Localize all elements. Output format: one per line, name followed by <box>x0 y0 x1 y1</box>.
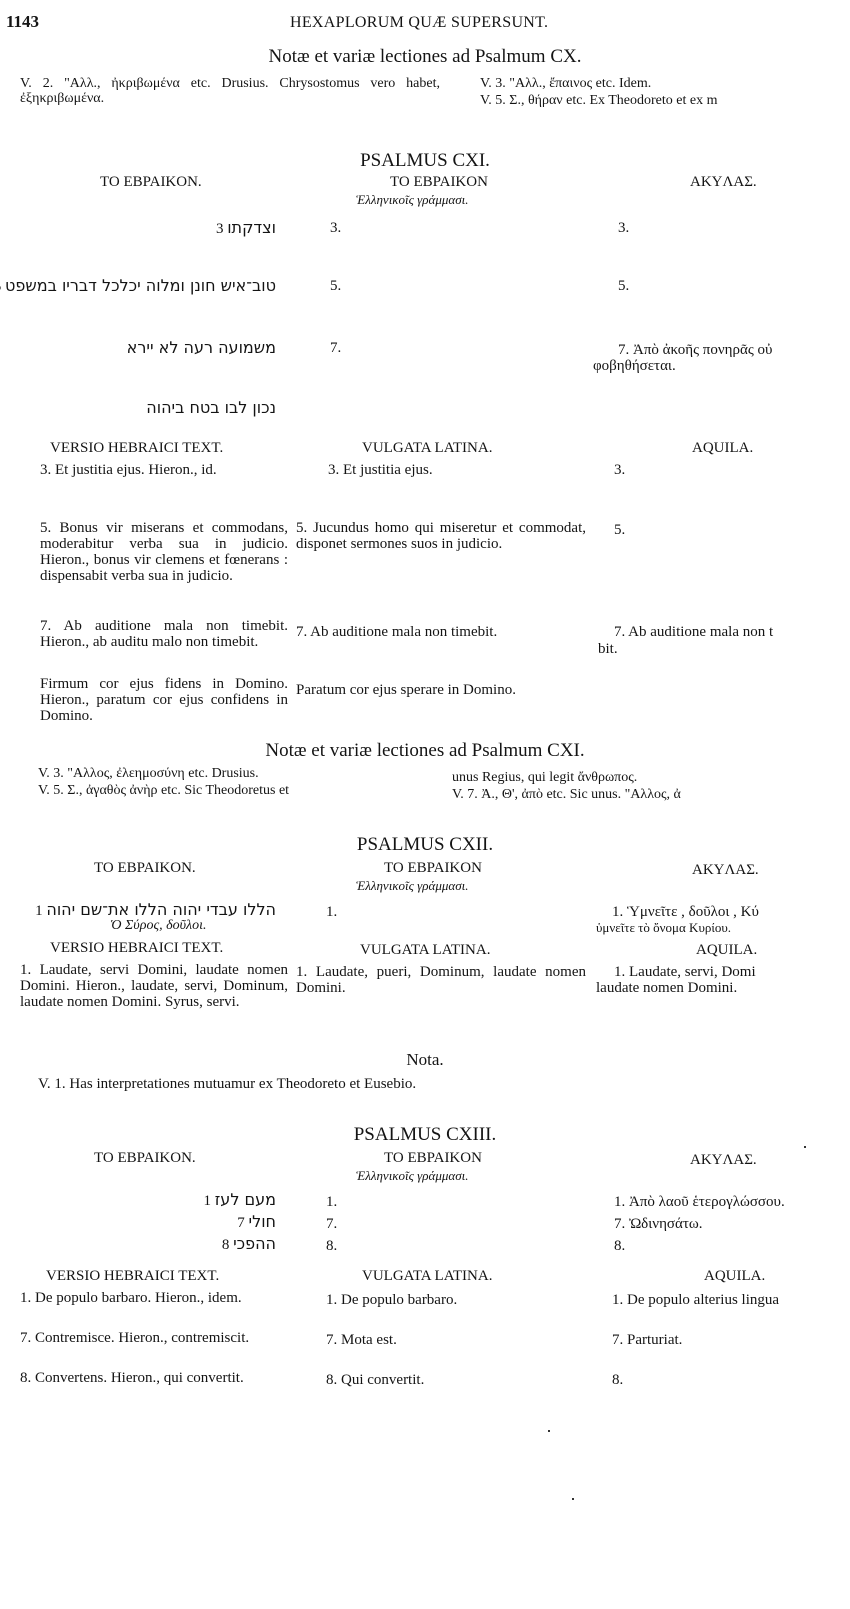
nota-text: V. 1. Has interpretationes mutuamur ex Theodoreto et Eusebio. <box>38 1076 417 1092</box>
hebrew-line: הללו עבדי יהוה הללו את־שם יהוה 1 <box>35 900 276 919</box>
aquila-greek-line: 1. Ἀπὸ λαοῦ ἑτερογλώσσου. <box>614 1194 785 1210</box>
nota-title: Nota. <box>406 1050 444 1069</box>
versio-verse: 1. De populo barbaro. Hieron., idem. <box>20 1290 242 1306</box>
aquila-latin-verse: 7. Ab auditione mala non t <box>614 624 774 640</box>
vulgata-verse: 1. Laudate, pueri, Dominum, laudate nomen Domini. <box>296 964 586 996</box>
aquila-latin-heading: AQUILA. <box>696 942 758 958</box>
translit-verse-num: 7. <box>330 340 342 356</box>
psalm-cxii-col-translit-sub: Ἑλληνικοῖς γράμμασι. <box>356 878 469 893</box>
psalm-cxi-col-translit: TO EBPAIKON <box>390 174 488 190</box>
vulgata-verse: 3. Et justitia ejus. <box>328 462 433 478</box>
psalm-cxiii-title: PSALMUS CXIII. <box>353 1124 497 1145</box>
notes-cxi-line1-left: V. 3. "Αλλος, ἐλεημοσύνη etc. Drusius. <box>38 766 259 781</box>
psalm-cxii-col-hebrew: TO EBPAIKON. <box>94 860 196 876</box>
hebrew-line: נכון לבו בטח ביהוה <box>146 398 276 417</box>
running-title: HEXAPLORUM QUÆ SUPERSUNT. <box>290 14 549 31</box>
versio-heading: VERSIO HEBRAICI TEXT. <box>50 440 224 456</box>
notes-cx-right-1: V. 3. "Αλλ., ἔπαινος etc. Idem. <box>480 76 652 91</box>
aquila-latin-heading: AQUILA. <box>704 1268 766 1284</box>
hebrew-line: ההפכי 8 <box>221 1234 276 1253</box>
versio-verse: 3. Et justitia ejus. Hieron., id. <box>40 462 217 478</box>
aquila-latin-verse: 1. De populo alterius lingua <box>612 1292 780 1308</box>
psalm-cxiii-col-translit-sub: Ἑλληνικοῖς γράμμασι. <box>356 1168 469 1183</box>
psalm-cxi-col-translit-sub: Ἑλληνικοῖς γράμμασι. <box>356 192 469 207</box>
scan-speck <box>548 1430 550 1432</box>
notes-cxi-title: Notæ et variæ lectiones ad Psalmum CXI. <box>265 740 585 761</box>
hebrew-line: טוב־איש חונן ומלוה יכלכל דבריו במשפט <box>5 276 276 295</box>
vulgata-verse: 7. Ab auditione mala non timebit. <box>296 624 498 640</box>
notes-cx-title: Notæ et variæ lectiones ad Psalmum CX. <box>268 46 582 67</box>
psalm-cxii-col-translit: TO EBPAIKON <box>384 860 482 876</box>
psalm-cxii-col-aquila-greek: AKYΛAΣ. <box>692 862 759 878</box>
hebrew-line: חולי 7 <box>237 1212 276 1231</box>
aquila-latin-verse: 3. <box>614 462 626 478</box>
scan-speck <box>804 1146 806 1148</box>
vulgata-verse: 7. Mota est. <box>326 1332 397 1348</box>
aquila-greek-line: 1. Ὑμνεῖτε , δοῦλοι , Κύ <box>612 904 759 920</box>
notes-cxi-line2-right: V. 7. Ἀ., Θ', ἀπὸ etc. Sic unus. "Αλλος, ἀ <box>452 787 681 802</box>
translit-verse-num: 1. <box>326 904 338 920</box>
psalm-cxi-col-hebrew: TO EBPAIKON. <box>100 174 202 190</box>
aquila-greek-line: 3. <box>618 220 630 236</box>
psalm-cxi-title: PSALMUS CXI. <box>360 150 490 171</box>
aquila-greek-line: ὑμνεῖτε τὸ ὄνομα Κυρίου. <box>596 920 732 935</box>
translit-verse-num: 3. <box>330 220 342 236</box>
syrus-note: Ὁ Σύρος, δοῦλοι. <box>110 918 207 933</box>
translit-verse-num: 7. <box>326 1216 338 1232</box>
versio-verse: 5. Bonus vir miserans et commodans, moderabitur verba sua in judicio. Hieron., bonus vir clemens et fœnerans : dispensabit verba sua in judicio. <box>40 520 288 584</box>
versio-verse: 7. Ab auditione mala non timebit. Hieron., ab auditu malo non timebit. <box>40 618 288 650</box>
aquila-latin-verse: 5. <box>614 522 626 538</box>
versio-heading: VERSIO HEBRAICI TEXT. <box>46 1268 220 1284</box>
aquila-greek-line: 7. Ἀπὸ ἀκοῆς πονηρᾶς οὐ <box>618 342 773 358</box>
page-number: 1143 <box>6 12 40 31</box>
aquila-latin-verse: 7. Parturiat. <box>612 1332 683 1348</box>
notes-cxi-line2-left: V. 5. Σ., ἀγαθὸς ἀνὴρ etc. Sic Theodoretus et <box>38 783 290 798</box>
versio-verse: 1. Laudate, servi Domini, laudate nomen Domini. Hieron., laudate, servi, Dominum, laudate nomen Domini. Syrus, servi. <box>20 962 288 1010</box>
vulgata-verse: 5. Jucundus homo qui miseretur et commodat, disponet sermones suos in judicio. <box>296 520 586 552</box>
psalm-cxiii-col-hebrew: TO EBPAIKON. <box>94 1150 196 1166</box>
psalm-cxiii-col-translit: TO EBPAIKON <box>384 1150 482 1166</box>
vulgata-heading: VULGATA LATINA. <box>360 942 491 958</box>
vulgata-verse: 8. Qui convertit. <box>326 1372 425 1388</box>
aquila-latin-verse: laudate nomen Domini. <box>596 980 738 996</box>
notes-cxi-line1-right: unus Regius, qui legit ἄνθρωπος. <box>452 770 638 785</box>
aquila-latin-verse: bit. <box>598 641 618 657</box>
vulgata-verse: Paratum cor ejus sperare in Domino. <box>296 682 516 698</box>
versio-heading: VERSIO HEBRAICI TEXT. <box>50 940 224 956</box>
vulgata-heading: VULGATA LATINA. <box>362 1268 493 1284</box>
translit-verse-num: 1. <box>326 1194 338 1210</box>
psalm-cxi-col-aquila-greek: AKYΛAΣ. <box>690 174 757 190</box>
aquila-greek-line: 5. <box>618 278 630 294</box>
aquila-greek-line: φοβηθήσεται. <box>593 358 676 374</box>
aquila-latin-verse: 8. <box>612 1372 624 1388</box>
aquila-greek-line: 7. Ὠδινησάτω. <box>614 1216 703 1232</box>
translit-verse-num: 5. <box>330 278 342 294</box>
versio-verse: 8. Convertens. Hieron., qui convertit. <box>20 1370 244 1386</box>
versio-verse: Firmum cor ejus fidens in Domino. Hieron., paratum cor ejus confidens in Domino. <box>40 676 288 724</box>
hebrew-line: וצדקתו 3 <box>215 218 276 237</box>
vulgata-verse: 1. De populo barbaro. <box>326 1292 458 1308</box>
notes-cx-right-2: V. 5. Σ., θήραν etc. Ex Theodoreto et ex m <box>480 93 718 108</box>
vulgata-heading: VULGATA LATINA. <box>362 440 493 456</box>
scan-speck <box>572 1498 574 1500</box>
notes-cx-left: V. 2. "Αλλ., ἠκριβωμένα etc. Drusius. Chrysostomus vero habet, ἐξηκριβωμένα. <box>20 76 440 106</box>
versio-verse: 7. Contremisce. Hieron., contremiscit. <box>20 1330 250 1346</box>
aquila-latin-heading: AQUILA. <box>692 440 754 456</box>
psalm-cxii-title: PSALMUS CXII. <box>356 834 494 855</box>
aquila-latin-verse: 1. Laudate, servi, Domi <box>614 964 756 980</box>
psalm-cxiii-col-aquila-greek: AKYΛAΣ. <box>690 1152 757 1168</box>
hebrew-line: משמועה רעה לא יירא <box>126 338 276 357</box>
aquila-greek-line: 8. <box>614 1238 626 1254</box>
hebrew-line: מעם לעז 1 <box>203 1190 276 1209</box>
translit-verse-num: 8. <box>326 1238 338 1254</box>
